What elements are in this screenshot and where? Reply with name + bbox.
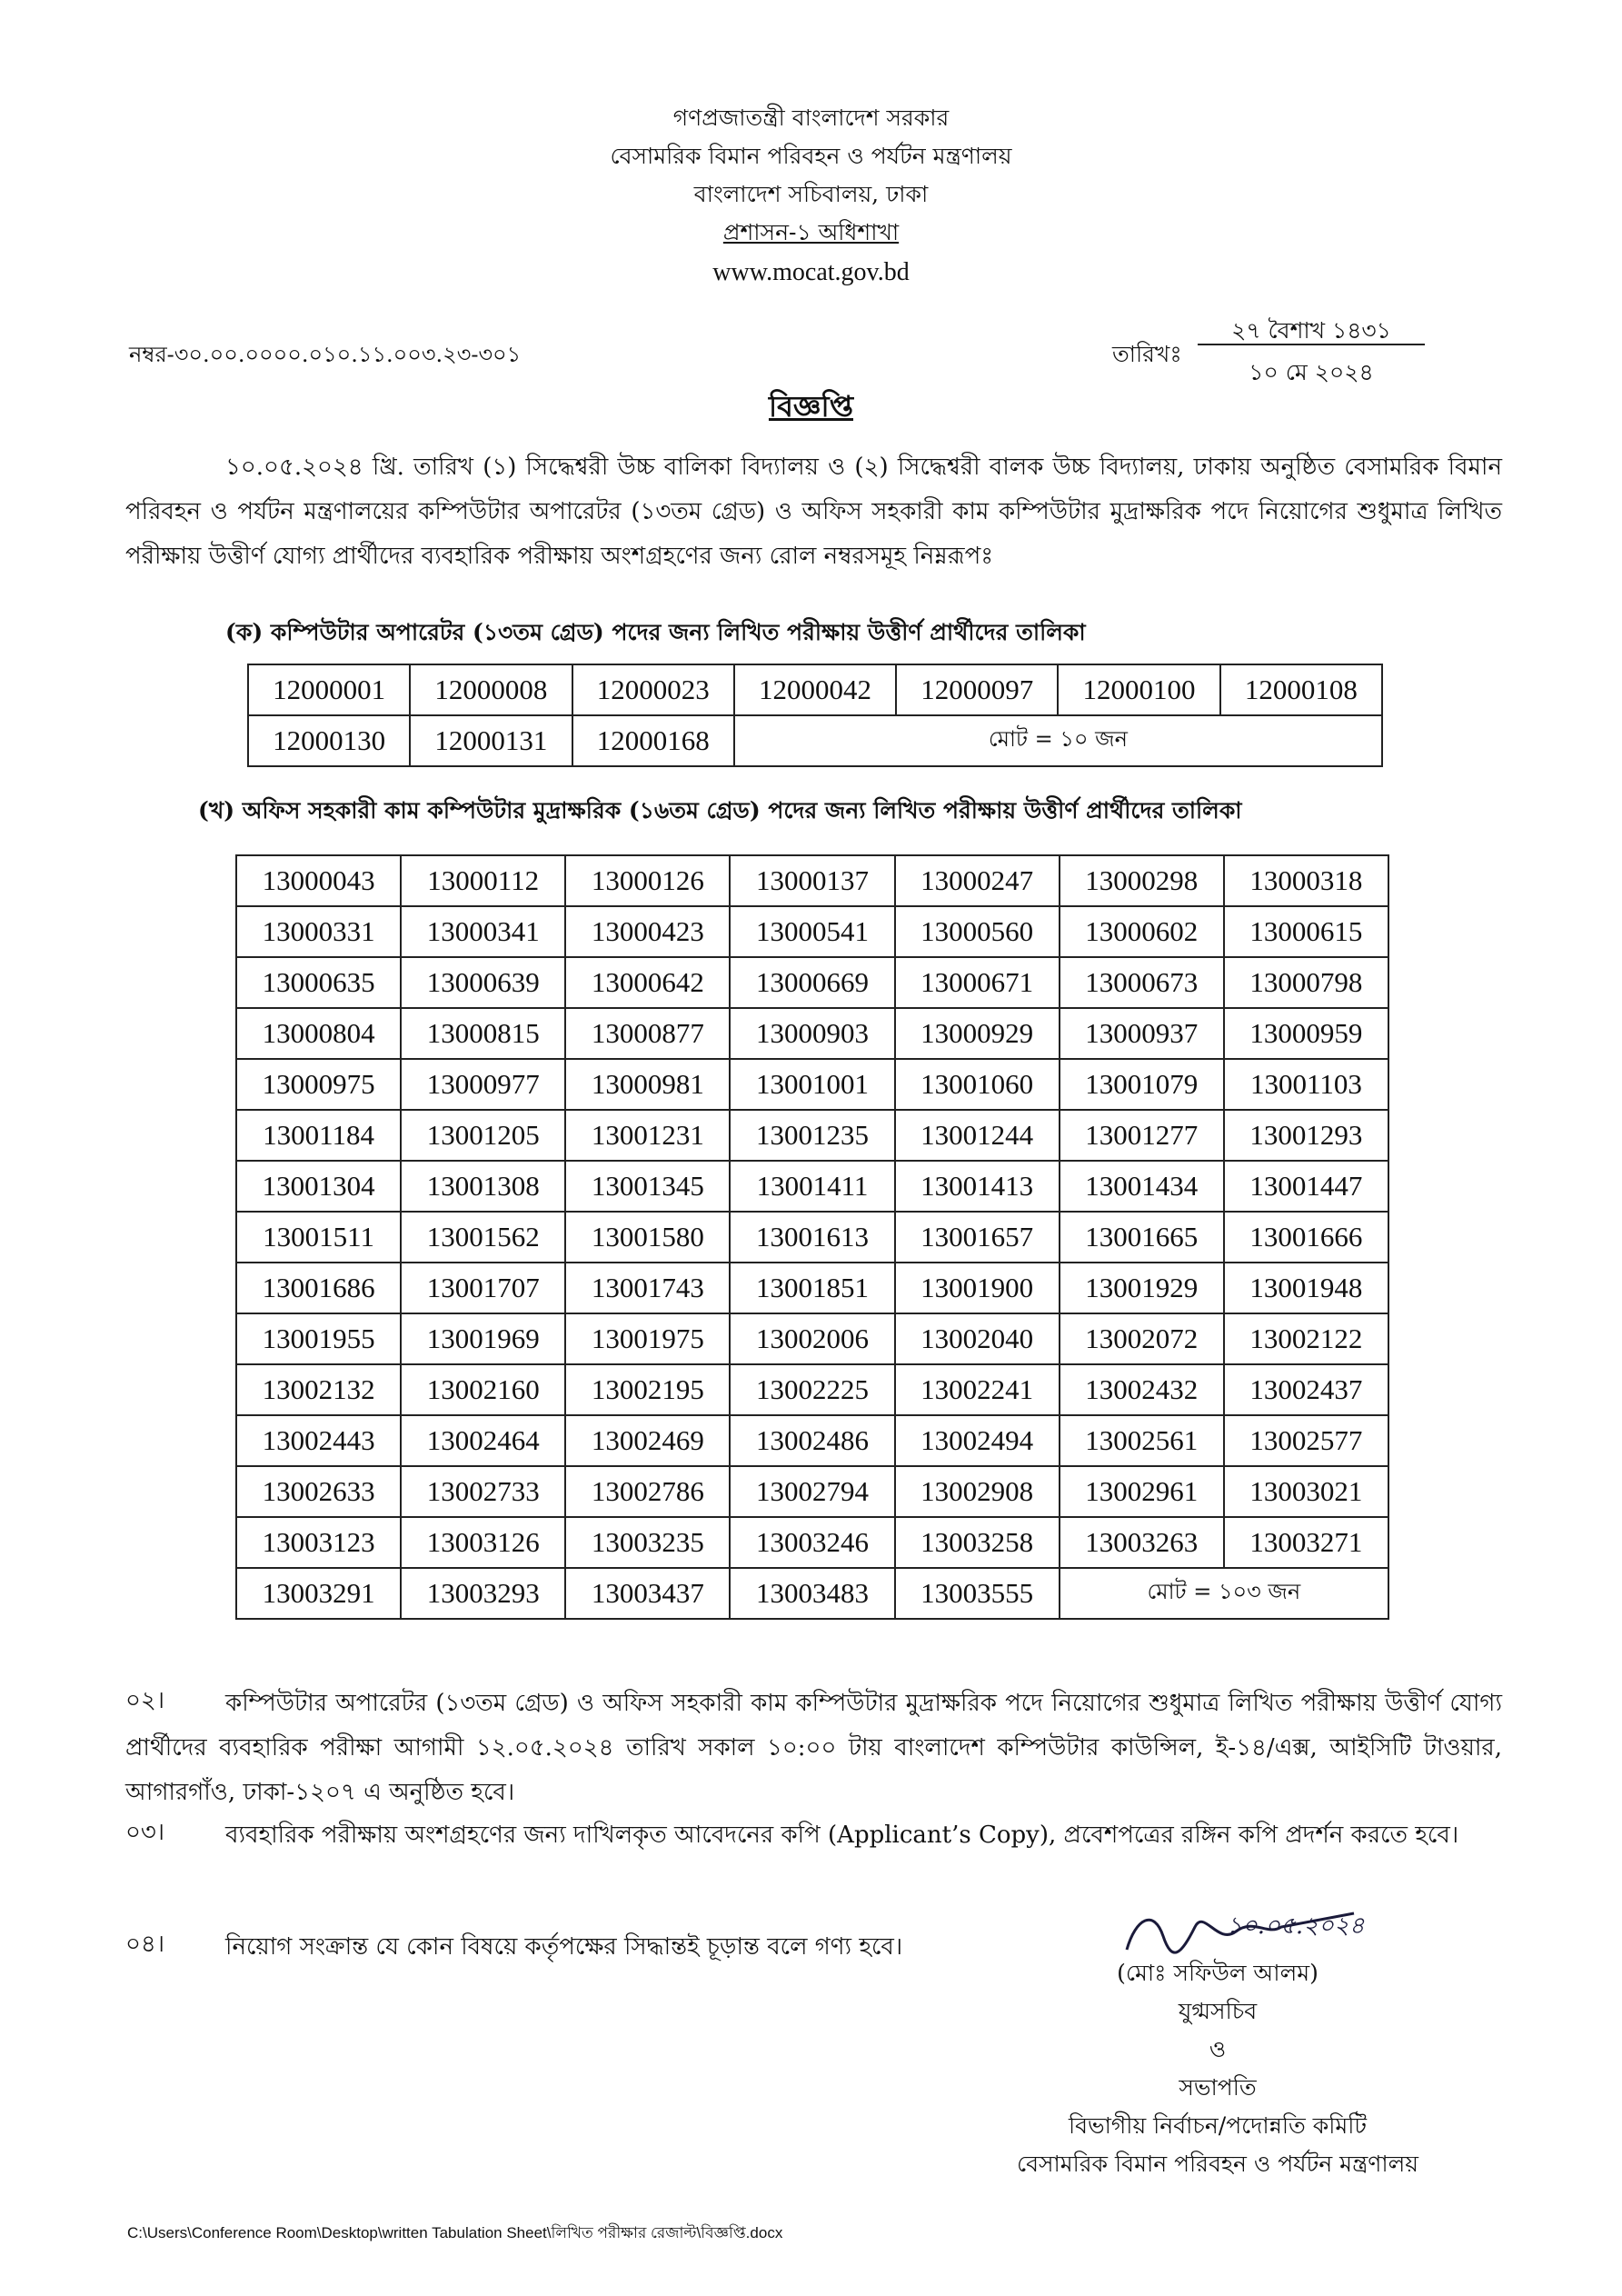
roll-number-cell: 13001308 xyxy=(401,1161,565,1212)
roll-number-cell: 13000126 xyxy=(565,855,730,906)
roll-number-cell: 13001231 xyxy=(565,1110,730,1161)
roll-number-cell: 13003293 xyxy=(401,1568,565,1619)
item-number: ০৪। xyxy=(125,1931,165,1958)
roll-number-cell: 13000977 xyxy=(401,1059,565,1110)
roll-number-cell: 13003263 xyxy=(1060,1517,1224,1568)
table-row xyxy=(236,957,1388,1008)
roll-number-cell: 13000815 xyxy=(401,1008,565,1059)
roll-number-cell: 13000798 xyxy=(1224,957,1388,1008)
committee-name: বিভাগীয় নির্বাচন/পদোন্নতি কমিটি xyxy=(1068,2112,1368,2139)
roll-number-cell: 13001929 xyxy=(1060,1263,1224,1313)
item-number: ০২। xyxy=(125,1687,165,1714)
roll-number-cell: 13001657 xyxy=(895,1212,1060,1263)
roll-number-cell: 13002561 xyxy=(1060,1415,1224,1466)
roll-number-cell: 13003021 xyxy=(1224,1466,1388,1517)
roll-number-cell: 13000671 xyxy=(895,957,1060,1008)
intro-paragraph: ১০.০৫.২০২৪ খ্রি. তারিখ (১) সিদ্ধেশ্বরী উচ্চ বালিকা বিদ্যালয় ও (২) সিদ্ধেশ্বরী বালক উচ্চ বিদ্যালয়, ঢাকায় অনুষ্ঠিত বেসামরিক বিমান পরিবহন ও পর্যটন মন্ত্রণালয়ের কম্পিউটার অপারেটর (১৩তম গ্রেড) ও অফিস সহকারী কাম কম্পিউটার মুদ্রাক্ষরিক পদে নিয়োগের শুধুমাত্র লিখিত পরীক্ষায় উত্তীর্ণ যোগ্য প্রার্থীদের ব্যবহারিক পরীক্ষায় অংশগ্রহণের জন্য রোল নম্বরসমূহ নিম্নরূপঃ xyxy=(125,454,1502,570)
roll-number-cell: 13001205 xyxy=(401,1110,565,1161)
table-row xyxy=(236,1415,1388,1466)
roll-number-cell: 13002225 xyxy=(730,1364,894,1415)
roll-number-cell: 13003437 xyxy=(565,1568,730,1619)
roll-number-cell: 13001613 xyxy=(730,1212,894,1263)
roll-number-cell: 13002786 xyxy=(565,1466,730,1517)
committee-ministry: বেসামরিক বিমান পরিবহন ও পর্যটন মন্ত্রণালয় xyxy=(1016,2151,1419,2177)
roll-number-cell: 13002437 xyxy=(1224,1364,1388,1415)
roll-number-cell: 13001707 xyxy=(401,1263,565,1313)
roll-number-cell: 13001580 xyxy=(565,1212,730,1263)
committee-block xyxy=(909,2107,1527,2183)
roll-number-cell: 13000298 xyxy=(1060,855,1224,906)
roll-number-cell: 13001304 xyxy=(236,1161,401,1212)
roll-number-cell: 13001666 xyxy=(1224,1212,1388,1263)
total-count-cell: মোট = ১০৩ জন xyxy=(1060,1568,1388,1619)
roll-number-cell: 13000560 xyxy=(895,906,1060,957)
roll-number-cell: 13002432 xyxy=(1060,1364,1224,1415)
table-row xyxy=(248,715,1382,766)
roll-number-cell: 13001293 xyxy=(1224,1110,1388,1161)
roll-number-cell: 13001975 xyxy=(565,1313,730,1364)
roll-number-cell: 13001562 xyxy=(401,1212,565,1263)
roll-number-cell: 13000112 xyxy=(401,855,565,906)
roll-number-cell: 13002006 xyxy=(730,1313,894,1364)
item-03 xyxy=(125,1813,1502,1858)
roll-number-cell: 12000108 xyxy=(1220,664,1382,715)
roll-number-cell: 13002908 xyxy=(895,1466,1060,1517)
roll-number-cell: 13002961 xyxy=(1060,1466,1224,1517)
roll-number-cell: 13002195 xyxy=(565,1364,730,1415)
roll-number-cell: 13001411 xyxy=(730,1161,894,1212)
roll-number-cell: 13003483 xyxy=(730,1568,894,1619)
roll-number-cell: 13000541 xyxy=(730,906,894,957)
item-04 xyxy=(125,1925,1034,1970)
table-row xyxy=(236,1008,1388,1059)
roll-number-cell: 13003123 xyxy=(236,1517,401,1568)
roll-number-cell: 13000331 xyxy=(236,906,401,957)
roll-number-cell: 13000635 xyxy=(236,957,401,1008)
secretariat-name: বাংলাদেশ সচিবালয়, ঢাকা xyxy=(693,181,929,207)
notice-title: বিজ্ঞপ্তি xyxy=(768,389,854,424)
roll-number-cell: 13002443 xyxy=(236,1415,401,1466)
roll-number-cell: 13000673 xyxy=(1060,957,1224,1008)
table-row xyxy=(236,1466,1388,1517)
roll-number-cell: 12000168 xyxy=(572,715,734,766)
roll-number-cell: 13001277 xyxy=(1060,1110,1224,1161)
roll-number-cell: 13000639 xyxy=(401,957,565,1008)
date-divider xyxy=(1198,344,1425,345)
roll-number-cell: 13000247 xyxy=(895,855,1060,906)
signer-role: সভাপতি xyxy=(1179,2074,1257,2101)
roll-number-cell: 12000130 xyxy=(248,715,410,766)
item-text: ব্যবহারিক পরীক্ষায় অংশগ্রহণের জন্য দাখিলকৃত আবেদনের কপি (Applicant’s Copy), প্রবেশপত্রের রঙ্গিন কপি প্রদর্শন করতে হবে। xyxy=(225,1822,1459,1849)
roll-number-cell: 13000975 xyxy=(236,1059,401,1110)
roll-number-cell: 13001948 xyxy=(1224,1263,1388,1313)
table-row xyxy=(236,1568,1388,1619)
roll-number-cell: 12000100 xyxy=(1058,664,1219,715)
roll-number-cell: 13002733 xyxy=(401,1466,565,1517)
roll-number-cell: 13002241 xyxy=(895,1364,1060,1415)
roll-number-cell: 12000097 xyxy=(896,664,1058,715)
section-name: প্রশাসন-১ অধিশাখা xyxy=(722,219,900,245)
roll-number-cell: 13001511 xyxy=(236,1212,401,1263)
roll-number-cell: 13000318 xyxy=(1224,855,1388,906)
roll-number-cell: 13000137 xyxy=(730,855,894,906)
roll-number-cell: 13001434 xyxy=(1060,1161,1224,1212)
roll-number-cell: 13002794 xyxy=(730,1466,894,1517)
roll-number-cell: 13001001 xyxy=(730,1059,894,1110)
total-count-cell: মোট = ১০ জন xyxy=(734,715,1382,766)
roll-number-cell: 13001103 xyxy=(1224,1059,1388,1110)
signature-block xyxy=(1027,1954,1408,2107)
roll-number-cell: 12000001 xyxy=(248,664,410,715)
roll-number-cell: 12000042 xyxy=(734,664,896,715)
roll-number-cell: 13001184 xyxy=(236,1110,401,1161)
roll-number-cell: 13000877 xyxy=(565,1008,730,1059)
table-row xyxy=(236,1313,1388,1364)
table-row xyxy=(236,906,1388,957)
roll-number-cell: 13000043 xyxy=(236,855,401,906)
table-row xyxy=(236,1364,1388,1415)
roll-number-cell: 13002122 xyxy=(1224,1313,1388,1364)
roll-number-cell: 13001244 xyxy=(895,1110,1060,1161)
table-row xyxy=(236,1517,1388,1568)
roll-number-cell: 13000903 xyxy=(730,1008,894,1059)
signer-name: (মোঃ সফিউল আলম) xyxy=(1117,1960,1318,1986)
table-row xyxy=(236,1161,1388,1212)
website-link[interactable]: www.mocat.gov.bd xyxy=(712,258,910,286)
roll-number-cell: 13003126 xyxy=(401,1517,565,1568)
roll-number-cell: 13003235 xyxy=(565,1517,730,1568)
roll-number-cell: 13000615 xyxy=(1224,906,1388,957)
roll-number-cell: 13000804 xyxy=(236,1008,401,1059)
date-label: তারিখঃ xyxy=(1112,341,1182,367)
roll-number-cell: 13003246 xyxy=(730,1517,894,1568)
ministry-name: বেসামরিক বিমান পরিবহন ও পর্যটন মন্ত্রণালয় xyxy=(610,143,1012,169)
roll-number-cell: 13001743 xyxy=(565,1263,730,1313)
roll-number-cell: 13001060 xyxy=(895,1059,1060,1110)
roll-number-cell: 13000959 xyxy=(1224,1008,1388,1059)
roll-number-cell: 13002132 xyxy=(236,1364,401,1415)
roll-number-cell: 13001235 xyxy=(730,1110,894,1161)
roll-number-cell: 13000937 xyxy=(1060,1008,1224,1059)
roll-number-cell: 13000423 xyxy=(565,906,730,957)
roll-number-cell: 13002577 xyxy=(1224,1415,1388,1466)
roll-number-cell: 13001900 xyxy=(895,1263,1060,1313)
roll-number-cell: 13003291 xyxy=(236,1568,401,1619)
roll-number-cell: 13002494 xyxy=(895,1415,1060,1466)
roll-number-cell: 13000981 xyxy=(565,1059,730,1110)
table-row xyxy=(236,1212,1388,1263)
section-a-heading: (ক) কম্পিউটার অপারেটর (১৩তম গ্রেড) পদের জন্য লিখিত পরীক্ষায় উত্তীর্ণ প্রার্থীদের তালিকা xyxy=(225,619,1086,645)
roll-number-cell: 13001079 xyxy=(1060,1059,1224,1110)
roll-number-cell: 12000131 xyxy=(410,715,572,766)
roll-number-cell: 12000023 xyxy=(572,664,734,715)
item-text: কম্পিউটার অপারেটর (১৩তম গ্রেড) ও অফিস সহকারী কাম কম্পিউটার মুদ্রাক্ষরিক পদে নিয়োগের শুধুমাত্র লিখিত পরীক্ষায় উত্তীর্ণ যোগ্য প্রার্থীদের ব্যবহারিক পরীক্ষা আগামী ১২.০৫.২০২৪ তারিখ সকাল ১০:০০ টায় বাংলাদেশ কম্পিউটার কাউন্সিল, ই-১৪/এক্স, আইসিটি টাওয়ার, আগারগাঁও, ঢাকা-১২০৭ এ অনুষ্ঠিত হবে। xyxy=(125,1690,1502,1806)
date-english: ১০ মে ২০২৪ xyxy=(1249,359,1374,385)
signer-designation: যুগ্মসচিব xyxy=(1178,1998,1258,2024)
roll-number-cell: 13002486 xyxy=(730,1415,894,1466)
roll-number-cell: 13001665 xyxy=(1060,1212,1224,1263)
roll-number-cell: 13002072 xyxy=(1060,1313,1224,1364)
roll-number-cell: 13000341 xyxy=(401,906,565,957)
roll-number-cell: 13001969 xyxy=(401,1313,565,1364)
roll-number-cell: 13001955 xyxy=(236,1313,401,1364)
table-row xyxy=(248,664,1382,715)
roll-number-cell: 13002160 xyxy=(401,1364,565,1415)
section-b-table xyxy=(235,854,1389,1620)
roll-number-cell: 12000008 xyxy=(410,664,572,715)
item-text: নিয়োগ সংক্রান্ত যে কোন বিষয়ে কর্তৃপক্ষের সিদ্ধান্তই চূড়ান্ত বলে গণ্য হবে। xyxy=(225,1933,903,1961)
roll-number-cell: 13002464 xyxy=(401,1415,565,1466)
roll-number-cell: 13001345 xyxy=(565,1161,730,1212)
roll-number-cell: 13001851 xyxy=(730,1263,894,1313)
roll-number-cell: 13000929 xyxy=(895,1008,1060,1059)
roll-number-cell: 13000642 xyxy=(565,957,730,1008)
roll-number-cell: 13002469 xyxy=(565,1415,730,1466)
roll-number-cell: 13002040 xyxy=(895,1313,1060,1364)
table-row xyxy=(236,1059,1388,1110)
roll-number-cell: 13003555 xyxy=(895,1568,1060,1619)
roll-number-cell: 13003271 xyxy=(1224,1517,1388,1568)
section-a-table xyxy=(247,664,1383,767)
roll-number-cell: 13001413 xyxy=(895,1161,1060,1212)
roll-number-cell: 13003258 xyxy=(895,1517,1060,1568)
section-b-heading: (খ) অফিস সহকারী কাম কম্পিউটার মুদ্রাক্ষরিক (১৬তম গ্রেড) পদের জন্য লিখিত পরীক্ষায় উত্তীর্ণ প্রার্থীদের তালিকা xyxy=(198,797,1242,824)
roll-number-cell: 13001686 xyxy=(236,1263,401,1313)
item-02 xyxy=(125,1682,1502,1815)
table-row xyxy=(236,855,1388,906)
footer-file-path: C:\Users\Conference Room\Desktop\written Tabulation Sheet\লিখিত পরীক্ষার রেজাল্ট\বিজ্ঞপ্তি.docx xyxy=(127,2224,783,2241)
memo-number: নম্বর-৩০.০০.০০০০.০১০.১১.০০৩.২৩-৩০১ xyxy=(129,342,522,367)
roll-number-cell: 13000669 xyxy=(730,957,894,1008)
item-number: ০৩। xyxy=(125,1819,165,1846)
roll-number-cell: 13001447 xyxy=(1224,1161,1388,1212)
roll-number-cell: 13002633 xyxy=(236,1466,401,1517)
signature-date: ১০.০৫.২০২৪ xyxy=(1227,1912,1365,1940)
table-row xyxy=(236,1263,1388,1313)
gov-name: গণপ্রজাতন্ত্রী বাংলাদেশ সরকার xyxy=(672,105,950,131)
table-row xyxy=(236,1110,1388,1161)
date-bangla: ২৭ বৈশাখ ১৪৩১ xyxy=(1231,317,1391,344)
signer-and: ও xyxy=(1209,2036,1227,2062)
roll-number-cell: 13000602 xyxy=(1060,906,1224,957)
